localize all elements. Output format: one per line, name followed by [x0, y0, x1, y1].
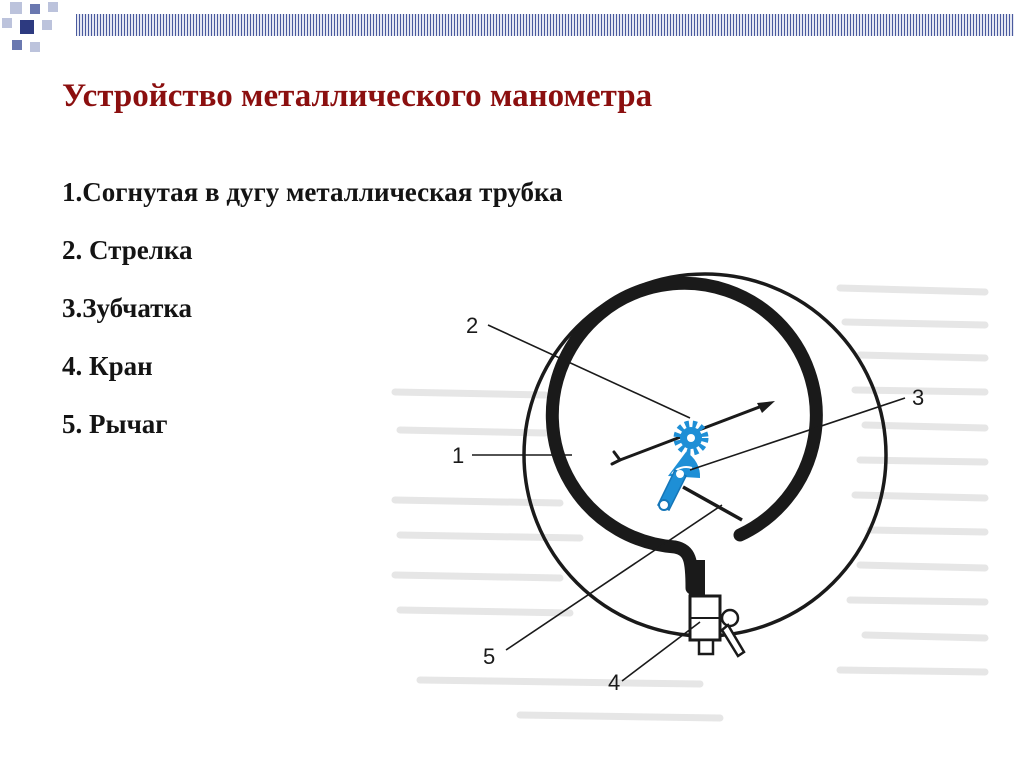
callout-label-3: 3: [912, 385, 925, 410]
valve-handle: [722, 625, 744, 656]
slide-title: Устройство металлического манометра: [62, 78, 653, 114]
callout-label-4: 4: [608, 670, 621, 695]
callout-label-2: 2: [466, 313, 479, 338]
header-stripe-bar: [76, 14, 1014, 36]
valve-handle-knob: [722, 610, 738, 626]
callout-label-5: 5: [483, 644, 496, 669]
list-item: 3.Зубчатка: [62, 293, 193, 323]
tube-link-rod: [683, 487, 742, 520]
list-item: 1.Согнутая в дугу металлическая трубка: [62, 177, 563, 207]
corner-decoration: [0, 0, 80, 60]
valve-outlet: [699, 640, 713, 654]
list-item: 2. Стрелка: [62, 235, 193, 265]
list-item: 5. Рычаг: [62, 409, 168, 439]
gear-icon: [677, 424, 705, 452]
manometer-diagram: [380, 270, 1000, 730]
list-item: 4. Кран: [62, 351, 153, 381]
lever-pivot-upper: [676, 470, 684, 478]
pointer-tail-icon: [612, 452, 620, 464]
lever-pivot: [659, 500, 669, 510]
callout-label-1: 1: [452, 443, 465, 468]
pointer-tip-icon: [757, 401, 775, 413]
